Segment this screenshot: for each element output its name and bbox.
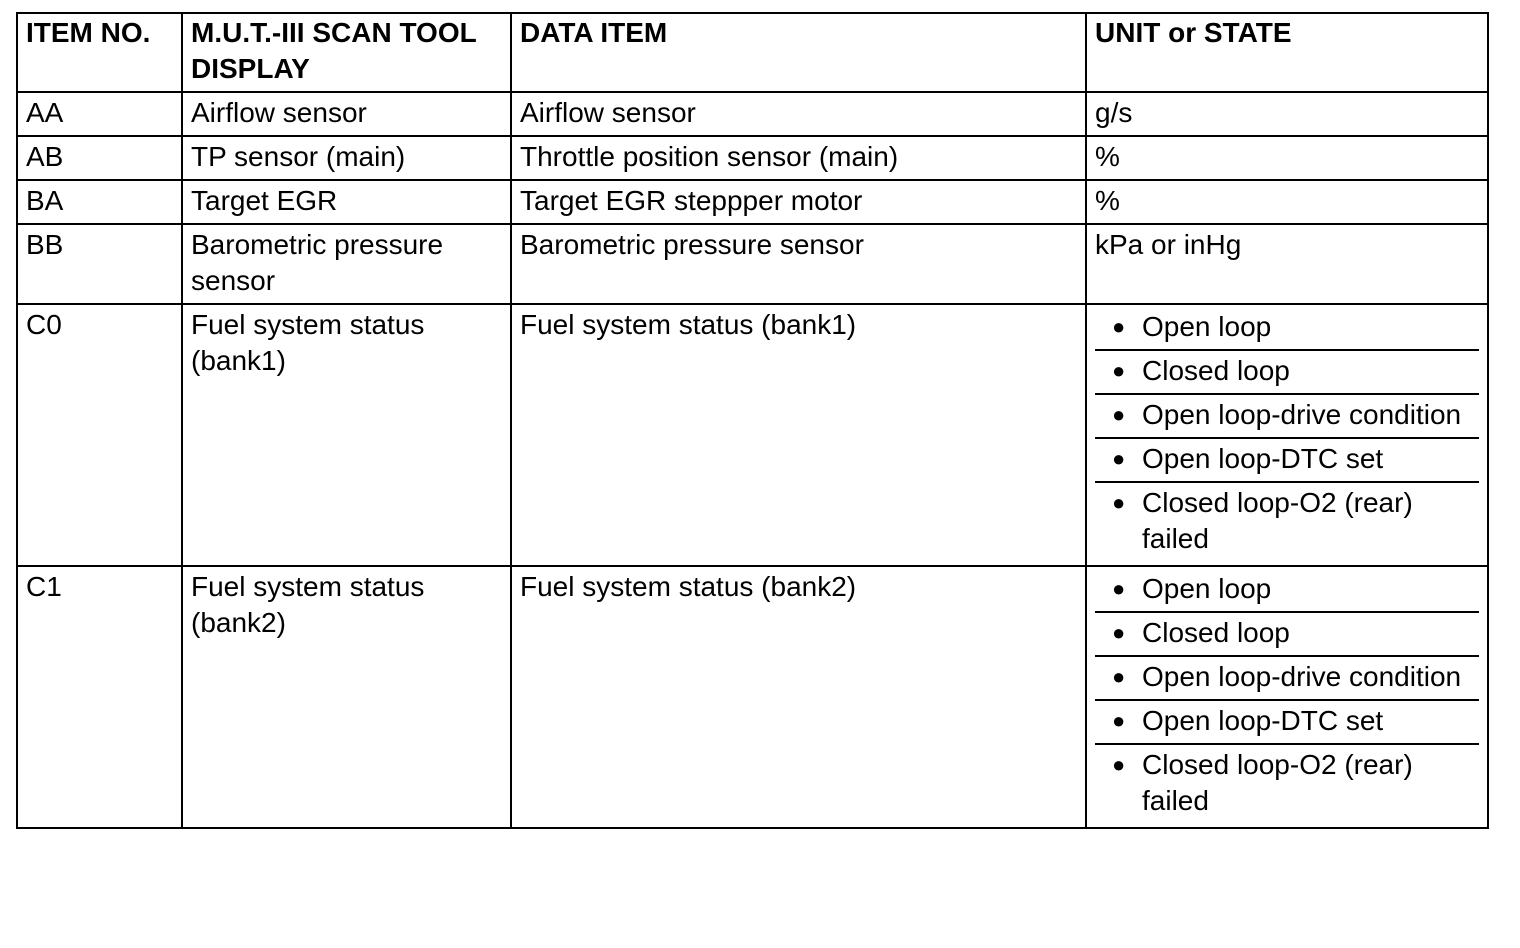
state-label: Closed loop <box>1142 617 1290 648</box>
state-item <box>1095 613 1479 657</box>
table-body <box>17 92 1488 828</box>
state-label: Closed loop <box>1142 355 1290 386</box>
cell-display: TP sensor (main) <box>182 136 511 180</box>
state-item <box>1095 569 1479 613</box>
state-label: Open loop-DTC set <box>1142 705 1384 736</box>
cell-data-item: Throttle position sensor (main) <box>511 136 1086 180</box>
state-label: Open loop <box>1142 573 1272 604</box>
header-row <box>17 13 1488 92</box>
cell-item-no: BA <box>17 180 182 224</box>
cell-unit: kPa or inHg <box>1086 224 1488 304</box>
bullet-icon: ● <box>1112 708 1126 733</box>
state-item <box>1095 351 1479 395</box>
state-item <box>1095 745 1479 823</box>
cell-item-no: AA <box>17 92 182 136</box>
cell-data-item: Fuel system status (bank1) <box>511 304 1086 566</box>
bullet-icon: ● <box>1112 752 1126 777</box>
state-list <box>1095 569 1479 823</box>
state-list <box>1095 307 1479 561</box>
cell-data-item: Barometric pressure sensor <box>511 224 1086 304</box>
cell-display: Fuel system status (bank2) <box>182 566 511 828</box>
cell-data-item: Target EGR steppper motor <box>511 180 1086 224</box>
cell-display: Barometric pressure sensor <box>182 224 511 304</box>
mut-data-table <box>16 12 1489 829</box>
header-item-no: ITEM NO. <box>17 13 182 92</box>
table-header <box>17 13 1488 92</box>
table-row <box>17 304 1488 566</box>
cell-state-list <box>1086 566 1488 828</box>
cell-unit: g/s <box>1086 92 1488 136</box>
state-item <box>1095 701 1479 745</box>
bullet-icon: ● <box>1112 576 1126 601</box>
state-item <box>1095 439 1479 483</box>
state-label: Open loop <box>1142 311 1272 342</box>
cell-display: Target EGR <box>182 180 511 224</box>
cell-item-no: AB <box>17 136 182 180</box>
bullet-icon: ● <box>1112 490 1126 515</box>
table-row <box>17 566 1488 828</box>
cell-data-item: Fuel system status (bank2) <box>511 566 1086 828</box>
header-data-item: DATA ITEM <box>511 13 1086 92</box>
cell-data-item: Airflow sensor <box>511 92 1086 136</box>
bullet-icon: ● <box>1112 402 1126 427</box>
state-label: Closed loop-O2 (rear) failed <box>1142 749 1413 816</box>
table-row <box>17 136 1488 180</box>
state-item <box>1095 657 1479 701</box>
cell-unit: % <box>1086 180 1488 224</box>
state-label: Open loop-DTC set <box>1142 443 1384 474</box>
bullet-icon: ● <box>1112 446 1126 471</box>
header-scan-tool-display: M.U.T.-III SCAN TOOL DISPLAY <box>182 13 511 92</box>
cell-item-no: C0 <box>17 304 182 566</box>
bullet-icon: ● <box>1112 314 1126 339</box>
header-unit-or-state: UNIT or STATE <box>1086 13 1488 92</box>
state-item <box>1095 395 1479 439</box>
cell-item-no: BB <box>17 224 182 304</box>
state-item <box>1095 483 1479 561</box>
state-item <box>1095 307 1479 351</box>
bullet-icon: ● <box>1112 620 1126 645</box>
cell-unit: % <box>1086 136 1488 180</box>
cell-display: Fuel system status (bank1) <box>182 304 511 566</box>
table-row <box>17 92 1488 136</box>
state-label: Open loop-drive condition <box>1142 661 1462 692</box>
state-label: Open loop-drive condition <box>1142 399 1462 430</box>
table-row <box>17 180 1488 224</box>
bullet-icon: ● <box>1112 358 1126 383</box>
cell-item-no: C1 <box>17 566 182 828</box>
state-label: Closed loop-O2 (rear) failed <box>1142 487 1413 554</box>
cell-state-list <box>1086 304 1488 566</box>
bullet-icon: ● <box>1112 664 1126 689</box>
table-row <box>17 224 1488 304</box>
cell-display: Airflow sensor <box>182 92 511 136</box>
